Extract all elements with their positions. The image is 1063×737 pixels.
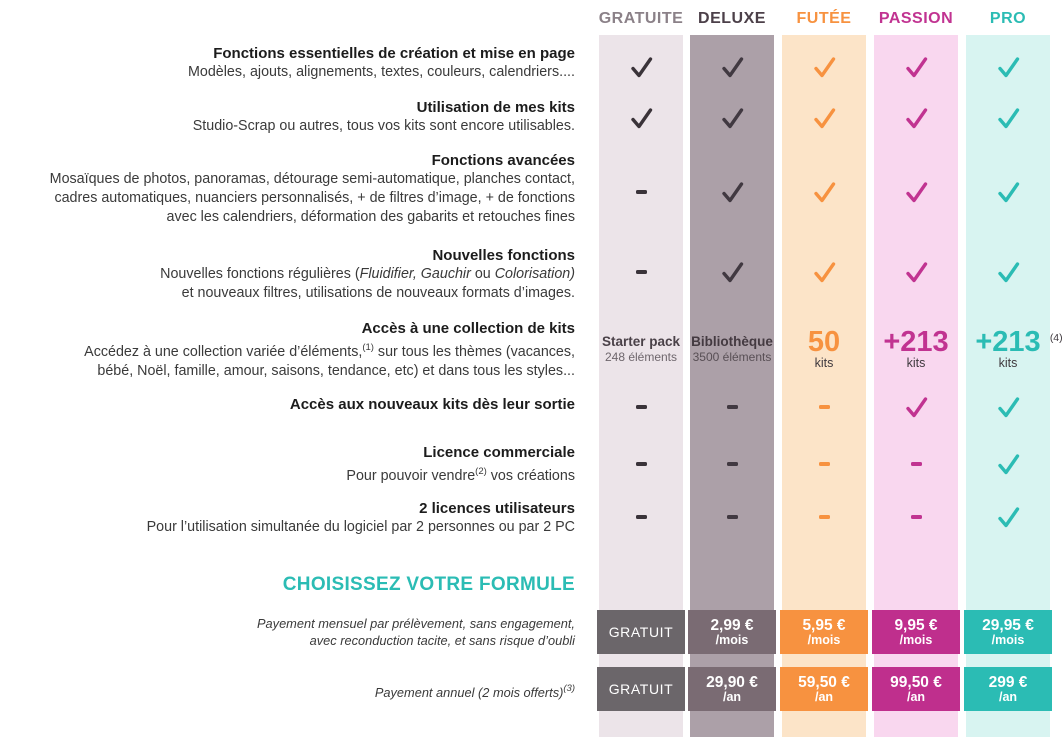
kits-unit-label: kits [906,356,926,370]
text-segment: vos créations [486,468,575,484]
feature-title: Fonctions essentielles de création et mise en page [213,45,575,62]
button-period: /mois [715,632,749,647]
check-icon [599,53,683,81]
check-icon [966,258,1050,286]
dash-glyph [727,405,738,409]
text-segment: Nouvelles fonctions régulières ( [160,266,360,282]
feature-row-label [0,98,575,136]
text-segment: avec reconduction tacite, et sans risque d’oubli [309,633,575,648]
check-icon [874,104,958,132]
check-icon [966,450,1050,478]
check-icon [599,104,683,132]
feature-row-label [0,395,575,414]
plan-header-passion: PASSION [878,10,954,27]
plan-pro-monthly-button[interactable] [964,610,1052,654]
text-segment: Pour pouvoir vendre [346,468,476,484]
kits-pack-count: 3500 éléments [692,349,772,364]
check-icon [966,53,1050,81]
button-price: 5,95 € [802,616,846,634]
check-icon [966,393,1050,421]
plan-futee-monthly-button[interactable] [780,610,868,654]
kits-unit-label: kits [998,356,1018,370]
text-segment: bébé, Noël, famille, amour, saisons, tendance, etc) et dans tous les styles... [97,363,575,379]
feature-subtitle-line [0,265,575,284]
button-price: 29,90 € [706,673,758,691]
text-segment: cadres automatiques, nuanciers personnalisés, + de filtres d’image, + de fonctions [54,190,575,206]
plan-passion-monthly-button[interactable] [872,610,960,654]
button-period: /an [906,689,926,704]
text-segment: sur tous les thèmes (vacances, [373,344,575,360]
kits-collection-cell [966,322,1063,376]
feature-row-label [0,44,575,82]
plan-passion-annual-button[interactable] [872,667,960,711]
plan-deluxe-annual-button[interactable] [688,667,776,711]
button-label: GRATUIT [608,681,674,697]
button-period: /an [998,689,1018,704]
payment-label-line [0,615,575,632]
text-segment: (3) [563,683,575,694]
text-segment: Accédez à une collection variée d’éléments, [84,344,363,360]
plan-pro-annual-button[interactable] [964,667,1052,711]
feature-subtitle-line [0,170,575,189]
check-icon [874,258,958,286]
check-icon [966,104,1050,132]
dash-icon [599,178,683,206]
check-icon [782,258,866,286]
dash-icon [874,503,958,531]
payment-label-line [0,632,575,649]
feature-subtitle-line [0,462,575,486]
button-price: 99,50 € [890,673,942,691]
feature-subtitle-line [0,518,575,537]
text-segment: Colorisation) [494,266,575,282]
dash-icon [599,450,683,478]
dash-glyph [819,515,830,519]
dash-icon [690,503,774,531]
feature-subtitle-line [0,362,575,381]
text-segment: avec les calendriers, déformation des gabarits et retouches fines [166,209,575,225]
plan-header-pro: PRO [989,10,1027,27]
payment-annual-label [0,680,575,701]
plan-deluxe-monthly-button[interactable] [688,610,776,654]
dash-glyph [819,462,830,466]
dash-glyph [636,190,647,194]
text-segment: (1) [362,342,374,353]
dash-icon [599,258,683,286]
dash-glyph [911,462,922,466]
button-price: 299 € [988,673,1028,691]
payment-label-line [0,680,575,701]
dash-glyph [911,515,922,519]
button-period: /mois [899,632,933,647]
text-segment: Mosaïques de photos, panoramas, détourage semi-automatique, planches contact, [49,171,575,187]
dash-glyph [636,515,647,519]
text-segment: Studio-Scrap ou autres, tous vos kits sont encore utilisables. [192,118,575,134]
dash-glyph [636,270,647,274]
text-segment: ou [470,266,495,282]
kits-count-footnote: (4) [1049,332,1063,344]
feature-title: 2 licences utilisateurs [419,500,575,517]
button-period: /mois [807,632,841,647]
button-period: /mois [991,632,1025,647]
dash-glyph [819,405,830,409]
kits-collection-cell [690,322,774,376]
dash-icon [782,450,866,478]
check-icon [690,258,774,286]
feature-title: Accès à une collection de kits [361,320,575,337]
kits-collection-cell [782,322,866,376]
text-segment: Pour l’utilisation simultanée du logiciel par 2 personnes ou par 2 PC [146,519,575,535]
feature-row-label [0,499,575,537]
check-icon [782,178,866,206]
kits-count-number: 50 [807,326,841,358]
button-price: 9,95 € [894,616,938,634]
check-icon [966,503,1050,531]
kits-collection-cell [599,322,683,376]
feature-subtitle-line [0,208,575,227]
plan-header-futee: FUTÉE [796,10,852,27]
feature-subtitle-line [0,63,575,82]
kits-unit-label: kits [814,356,834,370]
dash-icon [690,450,774,478]
check-icon [874,393,958,421]
button-price: 59,50 € [798,673,850,691]
text-segment: Payement annuel (2 mois offerts) [374,685,564,700]
dash-glyph [636,405,647,409]
feature-row-label [0,443,575,486]
plan-header-gratuite: GRATUITE [598,10,684,27]
plan-header-deluxe: DELUXE [698,10,766,27]
kits-count-number: +213 [883,326,949,358]
feature-row-label [0,319,575,381]
kits-count-number: +213 (4) [975,326,1063,358]
check-icon [874,53,958,81]
text-segment: Modèles, ajouts, alignements, textes, couleurs, calendriers.... [187,64,575,80]
dash-glyph [636,462,647,466]
check-icon [690,178,774,206]
text-segment: et nouveaux filtres, utilisations de nouveaux formats d’images. [181,285,575,301]
feature-title: Accès aux nouveaux kits dès leur sortie [289,396,575,413]
button-price: 29,95 € [982,616,1034,634]
dash-icon [874,450,958,478]
check-icon [690,53,774,81]
dash-glyph [727,462,738,466]
feature-subtitle-line [0,284,575,303]
feature-title: Fonctions avancées [431,152,575,169]
check-icon [966,178,1050,206]
button-period: /an [722,689,742,704]
check-icon [690,104,774,132]
feature-title: Utilisation de mes kits [416,99,575,116]
feature-subtitle-line [0,338,575,362]
plan-futee-annual-button[interactable] [780,667,868,711]
plan-gratuite-monthly-button[interactable] [597,610,685,654]
dash-icon [782,503,866,531]
feature-subtitle-line [0,117,575,136]
feature-title: Licence commerciale [423,444,575,461]
dash-glyph [727,515,738,519]
feature-title: Nouvelles fonctions [432,247,575,264]
kits-pack-name: Bibliothèque [691,333,773,349]
feature-subtitle-line [0,189,575,208]
text-segment: Payement mensuel par prélèvement, sans engagement, [257,616,575,631]
text-segment: Fluidifier, Gauchir [359,266,471,282]
dash-icon [599,503,683,531]
dash-icon [690,393,774,421]
payment-monthly-label [0,615,575,649]
choose-plan-heading: CHOISISSEZ VOTRE FORMULE [282,574,575,595]
check-icon [874,178,958,206]
plan-gratuite-annual-button[interactable] [597,667,685,711]
kits-collection-cell [874,322,958,376]
check-icon [782,53,866,81]
button-price: 2,99 € [710,616,754,634]
kits-pack-count: 248 éléments [604,349,678,364]
check-icon [782,104,866,132]
button-period: /an [814,689,834,704]
feature-row-label [0,151,575,227]
feature-row-label [0,246,575,303]
dash-icon [782,393,866,421]
button-label: GRATUIT [608,624,674,640]
kits-pack-name: Starter pack [601,333,681,349]
text-segment: (2) [475,466,487,477]
dash-icon [599,393,683,421]
